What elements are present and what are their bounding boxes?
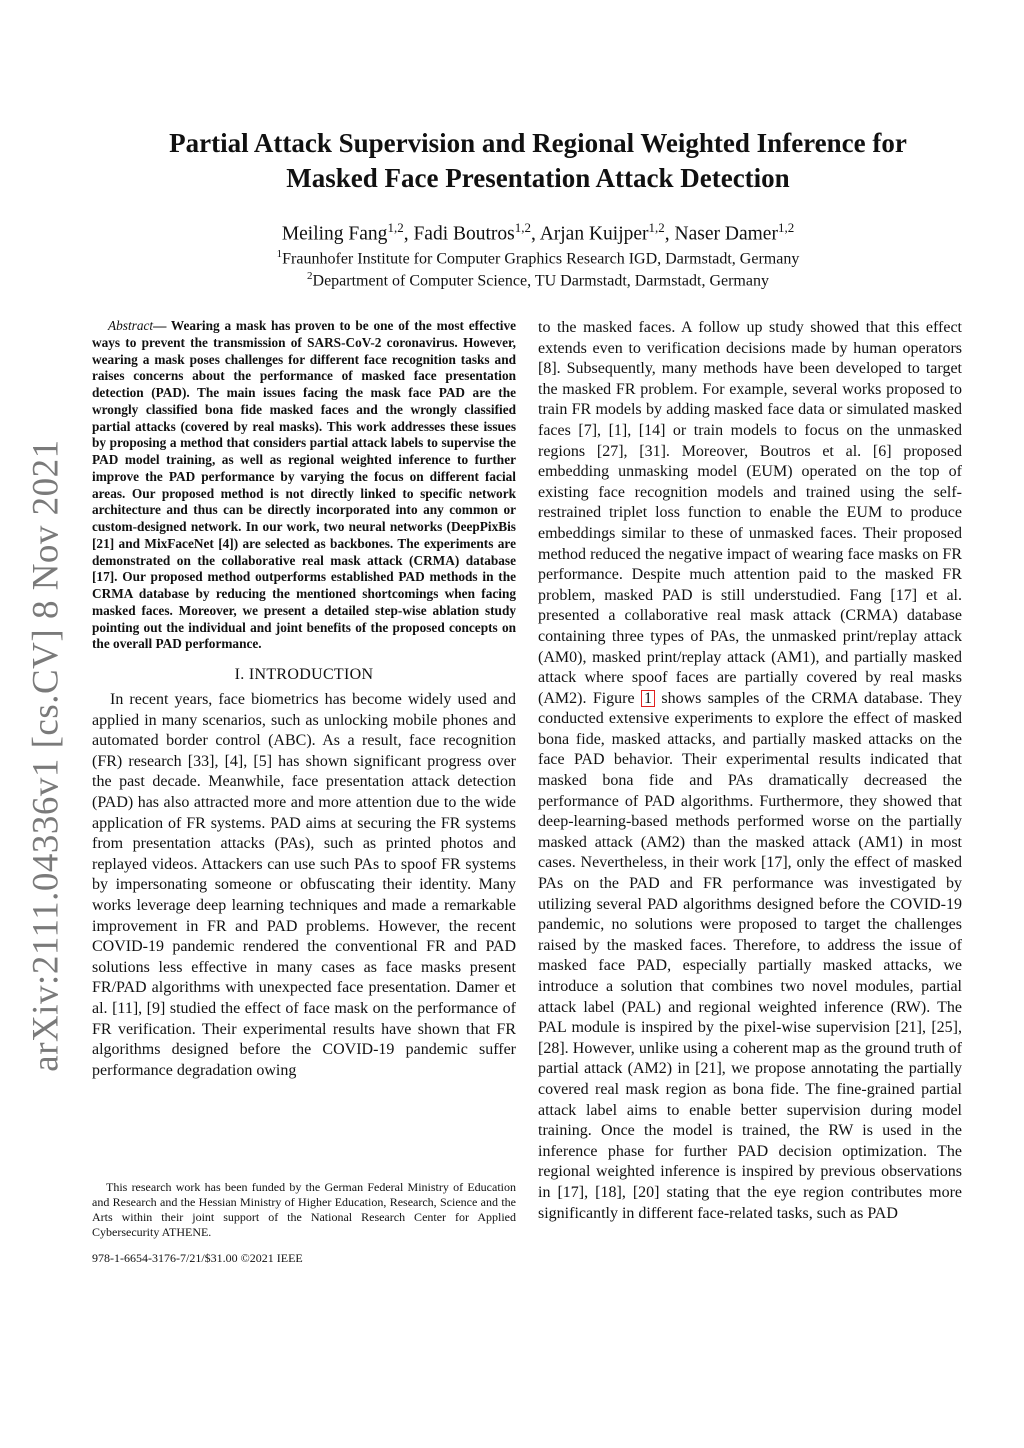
author-list — [100, 216, 976, 247]
affiliation-text: Department of Computer Science, TU Darmstadt, Darmstadt, Germany — [312, 272, 769, 290]
paper-title — [100, 126, 976, 196]
abstract-dash: — — [153, 318, 171, 333]
author-separator: , — [664, 223, 675, 245]
figure-reference-link[interactable]: 1 — [641, 690, 655, 707]
intro-paragraph-left: In recent years, face biometrics has become widely used and applied in many scenarios, such as unlocking mobile phones and automated border control (ABC). As a result, face recognition (FR) research [33], [4], [5] has shown significant progress over the past decade. Meanwhile, face presentation attack detection (PAD) has also attracted more and more attention due to the wide application of FR systems. PAD aims at securing the FR systems from presentation attacks (PAs), such as printed photos and replayed videos. Attackers can use such PAs to spoof FR systems by impersonating someone or obfuscating their identity. Many works leverage deep learning techniques and made a remarkable improvement in FR and PAD problems. However, the recent COVID-19 pandemic rendered the conventional FR and PAD solutions less effective in many cases as face masks present FR/PAD algorithms with unexpected face presentation. Damer et al. [11], [9] studied the effect of face mask on the performance of FR verification. Their experimental results have shown that FR algorithms designed before the COVID-19 pandemic suffer performance degradation owing — [92, 691, 516, 1079]
abstract — [92, 318, 516, 653]
arxiv-side-stamp — [16, 438, 76, 1072]
title-line-2: Masked Face Presentation Attack Detection — [286, 163, 790, 193]
arxiv-identifier: arXiv:2111.04336v1 [cs.CV] 8 Nov 2021 — [25, 438, 67, 1072]
author-name: Naser Damer — [674, 223, 778, 245]
author-separator: , — [403, 223, 414, 245]
author-separator: , — [531, 223, 540, 245]
title-line-1: Partial Attack Supervision and Regional Weighted Inference for — [169, 128, 907, 158]
author-name: Arjan Kuijper — [539, 223, 649, 245]
abstract-text: Wearing a mask has proven to be one of the most effective ways to prevent the transmission of SARS-CoV-2 coronavirus. However, wearing a mask poses challenges for different face recognition tasks and raises concerns about the performance of masked face presentation detection (PAD). The main issues facing the mask face PAD are the wrongly classified bona fide masked faces and the wrongly classified partial attacks (covered by real masks). This work addresses these issues by proposing a method that considers partial attack labels to supervise the PAD model training, as well as regional weighted inference to further improve the PAD performance by varying the focus on different facial areas. Our proposed method is not directly linked to specific network architecture and thus can be directly incorporated into any common or custom-designed network. In our work, two neural networks (DeepPixBis [21] and MixFaceNet [4]) are selected as backbones. The experiments are demonstrated on the collaborative real mask attack (CRMA) database [17]. Our proposed method outperforms established PAD methods in the CRMA database by reducing the mentioned shortcomings when facing masked faces. Moreover, we present a detailed step-wise ablation study pointing out the individual and joint benefits of the proposed concepts on the overall PAD performance. — [92, 318, 516, 652]
abstract-label: Abstract — [108, 318, 154, 333]
left-column — [92, 318, 516, 1081]
affiliation-number: 2 — [307, 270, 313, 282]
intro-paragraph-right — [538, 318, 962, 1224]
author-affiliation-mark: 1,2 — [514, 220, 531, 235]
funding-footnote: This research work has been funded by the German Federal Ministry of Education and Research and the Hessian Ministry of Higher Education, Research, Science and the Arts within their joint support of the National Research Center for Applied Cybersecurity ATHENE. — [92, 1180, 516, 1239]
affiliation-text: Fraunhofer Institute for Computer Graphics Research IGD, Darmstadt, Germany — [282, 250, 800, 268]
affiliation-number: 1 — [276, 248, 283, 260]
intro-text-part-1: to the masked faces. A follow up study showed that this effect extends even to verification decisions made by human operators [8]. Subsequently, many methods have been developed to target the masked FR problem. For example, several works proposed to train FR models by adding masked face data or simulated masked faces [7], [1], [14] or train models to focus on the unmasked regions [27], [31]. Moreover, Boutros et al. [6] proposed embedding unmasking model (EUM) operated on the top of existing face recognition models and trained using the self-restrained triplet loss function to enable the EUM to produce embeddings similar to these of unmasked faces. Their proposed method reduced the negative impact of wearing face masks on FR performance. Despite much attention paid to the masked FR problem, masked PAD is still understudied. Fang [17] et al. presented a collaborative real mask attack (CRMA) database containing three types of PAs, the unmasked print/replay attack (AM0), masked print/replay attack (AM1), and partially masked attack where spoof faces are partially covered by real masks (AM2). Figure — [538, 319, 962, 707]
author-affiliation-mark: 1,2 — [648, 220, 665, 235]
affiliation-2 — [100, 265, 976, 292]
right-column — [538, 318, 962, 1224]
section-heading-introduction: I. INTRODUCTION — [234, 666, 374, 683]
author-name: Fadi Boutros — [413, 223, 515, 245]
author-affiliation-mark: 1,2 — [387, 220, 404, 235]
author-affiliation-mark: 1,2 — [777, 220, 795, 235]
author-name: Meiling Fang — [281, 223, 388, 245]
intro-text-part-2: shows samples of the CRMA database. They conducted extensive experiments to explore the effect of masked bona fide, masked attacks, and partially masked attacks on the face PAD behavior. Their experimental results indicated that masked bona fide and PAs dramatically decreased the performance of PAD algorithms. Furthermore, they showed that deep-learning-based methods performed worse on the partially masked attack (AM2) than the masked attack (AM1) in most cases. Nevertheless, in their work [17], only the effect of masked PAs on the PAD and FR performance was investigated by utilizing several PAD algorithms designed before the COVID-19 pandemic, no solutions were proposed to target the challenges raised by the masked faces. Therefore, to address the issue of masked face PAD, especially partially masked attacks, we introduce a solution that combines two novel modules, partial attack label (PAL) and regional weighted inference (RW). The PAL module is inspired by the pixel-wise supervision [21], [25], [28]. However, unlike using a coherent map as the ground truth of partial attack (AM2) in [21], we propose annotating the partially covered real mask region as bona fide. The fine-grained partial attack label aims to enable better supervision during model training. Once the model is trained, the RW is used in the inference phase for further PAD decision optimization. The regional weighted inference is inspired by previous observations in [17], [18], [20] stating that the eye region contributes more significantly in different face-related tasks, such as PAD — [538, 689, 962, 1222]
copyright-line: 978-1-6654-3176-7/21/$31.00 ©2021 IEEE — [92, 1251, 303, 1265]
